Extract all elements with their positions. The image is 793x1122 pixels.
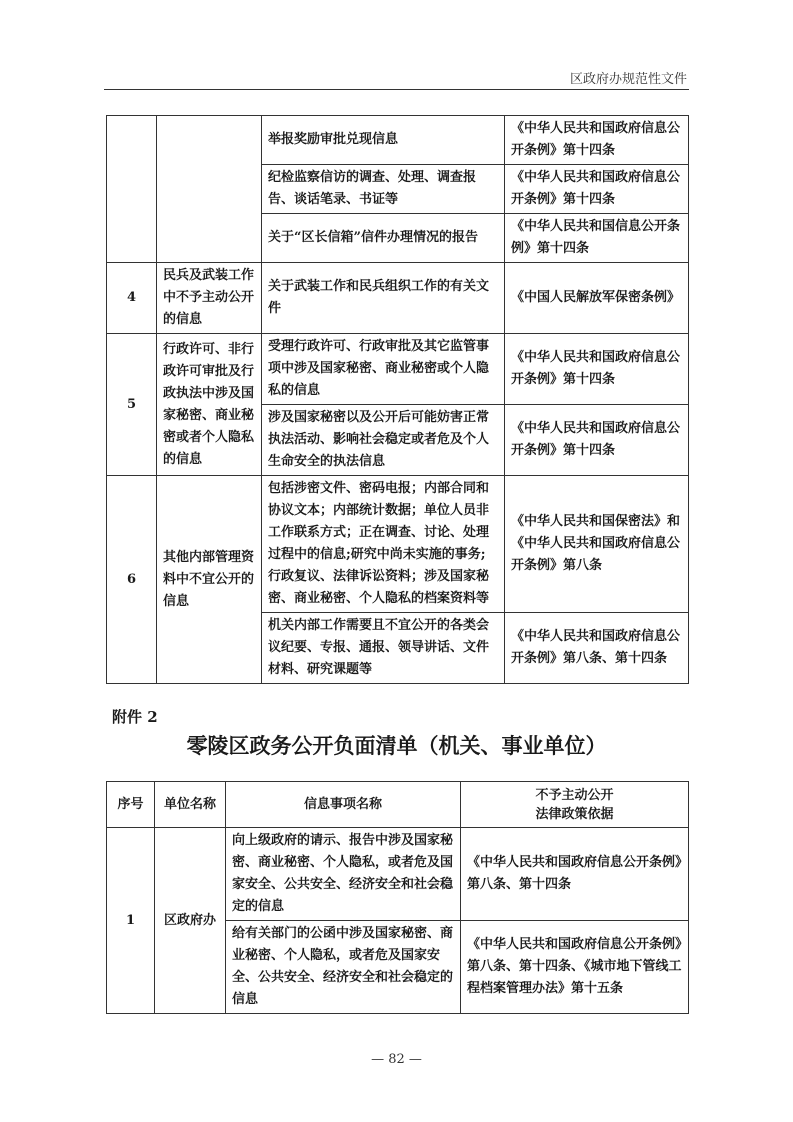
table-row [107,476,689,613]
table-cell-item: 包括涉密文件、密码电报；内部合同和协议文本；内部统计数据；单位人员非工作联系方式；正在调查、讨论、处理过程中的信息;研究中尚未实施的事务;行政复议、法律诉讼资料；涉及国家秘密、商业秘密、个人隐私的档案资料等 [262,476,505,613]
table-cell-no: 6 [107,476,157,684]
table-cell-basis: 《中华人民共和国政府信息公开条例》第十四条 [505,165,689,214]
table-cell-item: 关于“区长信箱”信件办理情况的报告 [262,214,505,263]
agency-negative-list-table [106,781,689,1014]
table-cell-no: 4 [107,263,157,334]
table-cell-item: 涉及国家秘密以及公开后可能妨害正常执法活动、影响社会稳定或者危及个人生命安全的执法信息 [262,405,505,476]
table-cell-no [107,116,157,263]
table-row [107,116,689,165]
header-rule [104,89,689,90]
table-cell-basis: 《中华人民共和国信息公开条例》第十四条 [505,214,689,263]
table-cell-basis: 《中华人民共和国政府信息公开条例》第八条、第十四条、《城市地下管线工程档案管理办法》第十五条 [461,921,689,1014]
table-cell-no: 5 [107,334,157,476]
table-cell-category: 其他内部管理资料中不宜公开的信息 [157,476,262,684]
table-cell-basis: 《中华人民共和国保密法》和《中华人民共和国政府信息公开条例》第八条 [505,476,689,613]
header-item: 信息事项名称 [226,782,461,828]
table-row [107,334,689,405]
table-cell-basis: 《中国人民解放军保密条例》 [505,263,689,334]
header-basis-line1: 不予主动公开 [535,787,614,803]
table-cell-basis: 《中华人民共和国政府信息公开条例》第八条、第十四条 [461,828,689,921]
header-basis-line2: 法律政策依据 [535,806,614,822]
table-cell-basis: 《中华人民共和国政府信息公开条例》第八条、第十四条 [505,613,689,684]
table-cell-item: 向上级政府的请示、报告中涉及国家秘密、商业秘密、个人隐私，或者危及国家安全、公共安全、经济安全和社会稳定的信息 [226,828,461,921]
table-cell-item: 受理行政许可、行政审批及其它监管事项中涉及国家秘密、商业秘密或个人隐私的信息 [262,334,505,405]
table-row [107,828,689,921]
table-cell-unit: 区政府办 [155,828,226,1014]
table-header-row [107,782,689,828]
attachment-label: 附件 2 [112,708,158,726]
header-title: 区政府办规范性文件 [569,72,687,87]
table-row [107,263,689,334]
header-no: 序号 [107,782,155,828]
table-cell-basis: 《中华人民共和国政府信息公开条例》第十四条 [505,116,689,165]
table-cell-item: 给有关部门的公函中涉及国家秘密、商业秘密、个人隐私，或者危及国家安全、公共安全、经济安全和社会稳定的信息 [226,921,461,1014]
table-cell-item: 纪检监察信访的调查、处理、调查报告、谈话笔录、书证等 [262,165,505,214]
page-number: — 82 — [371,1052,422,1067]
header-unit: 单位名称 [155,782,226,828]
table-cell-category: 行政许可、非行政许可审批及行政执法中涉及国家秘密、商业秘密或者个人隐私的信息 [157,334,262,476]
table-cell-item: 举报奖励审批兑现信息 [262,116,505,165]
table-cell-no: 1 [107,828,155,1014]
table-cell-category: 民兵及武装工作中不予主动公开的信息 [157,263,262,334]
table-cell-item: 机关内部工作需要且不宜公开的各类会议纪要、专报、通报、领导讲话、文件材料、研究课题等 [262,613,505,684]
negative-list-table-continued [106,115,689,684]
header-basis [461,782,689,828]
table-cell-category [157,116,262,263]
attachment-title: 零陵区政务公开负面清单（机关、事业单位） [186,733,607,758]
table-cell-basis: 《中华人民共和国政府信息公开条例》第十四条 [505,405,689,476]
table-cell-item: 关于武装工作和民兵组织工作的有关文件 [262,263,505,334]
table-cell-basis: 《中华人民共和国政府信息公开条例》第十四条 [505,334,689,405]
